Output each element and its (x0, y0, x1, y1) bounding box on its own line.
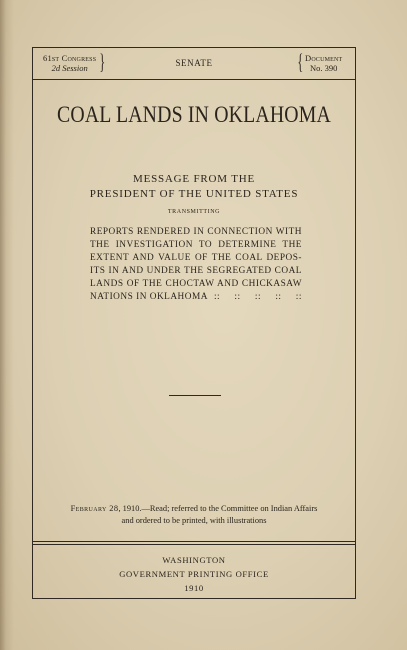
imprint-double-rule (33, 544, 355, 545)
reports-line: REPORTS RENDERED IN CONNECTION WITH (90, 227, 302, 237)
reports-last-line (90, 291, 302, 304)
referral-line-2: and ordered to be printed, with illustrations (121, 516, 267, 525)
referral-line-1 (33, 503, 355, 515)
imprint-year: 1910 (184, 583, 204, 593)
reports-line: ITS IN AND UNDER THE SEGREGATED COAL (90, 266, 302, 277)
referral-date: February 28 (70, 504, 119, 513)
message-line-2: PRESIDENT OF THE UNITED STATES (89, 188, 299, 200)
left-brace-icon: { (297, 49, 304, 74)
imprint-city: WASHINGTON (162, 555, 226, 565)
reports-line: THE INVESTIGATION TO DETERMINE THE (90, 240, 302, 251)
document-number-value: No. 390 (310, 63, 338, 73)
document-label: Document (305, 53, 343, 63)
page-title: COAL LANDS IN OKLAHOMA (57, 102, 331, 127)
reports-line: EXTENT AND VALUE OF THE COAL DEPOS- (90, 253, 302, 264)
imprint-text (33, 553, 355, 595)
chamber-label: SENATE (175, 58, 213, 68)
message-line-1: MESSAGE FROM THE (132, 173, 255, 185)
congress-label: 61st Congress (43, 53, 97, 63)
reports-paragraph (90, 226, 302, 305)
referral-note (33, 503, 355, 527)
imprint-office: GOVERNMENT PRINTING OFFICE (119, 569, 269, 579)
transmitting-label: TRANSMITTING (167, 209, 221, 215)
center-divider (169, 395, 221, 396)
right-brace-icon: } (99, 49, 106, 74)
referral-text: , 1910.—Read; referred to the Committee on Indian Affairs (118, 504, 318, 513)
session-label: 2d Session (51, 63, 88, 73)
reports-line: LANDS OF THE CHOCTAW AND CHICKASAW (90, 279, 302, 290)
document-header (33, 48, 355, 80)
document-number (305, 53, 342, 73)
title-page-frame (32, 47, 356, 599)
imprint-block (33, 541, 355, 600)
reports-last-text: NATIONS IN OKLAHOMA (90, 292, 208, 303)
colon-ornament: :: :: :: :: :: (213, 292, 302, 303)
message-heading (33, 172, 355, 202)
